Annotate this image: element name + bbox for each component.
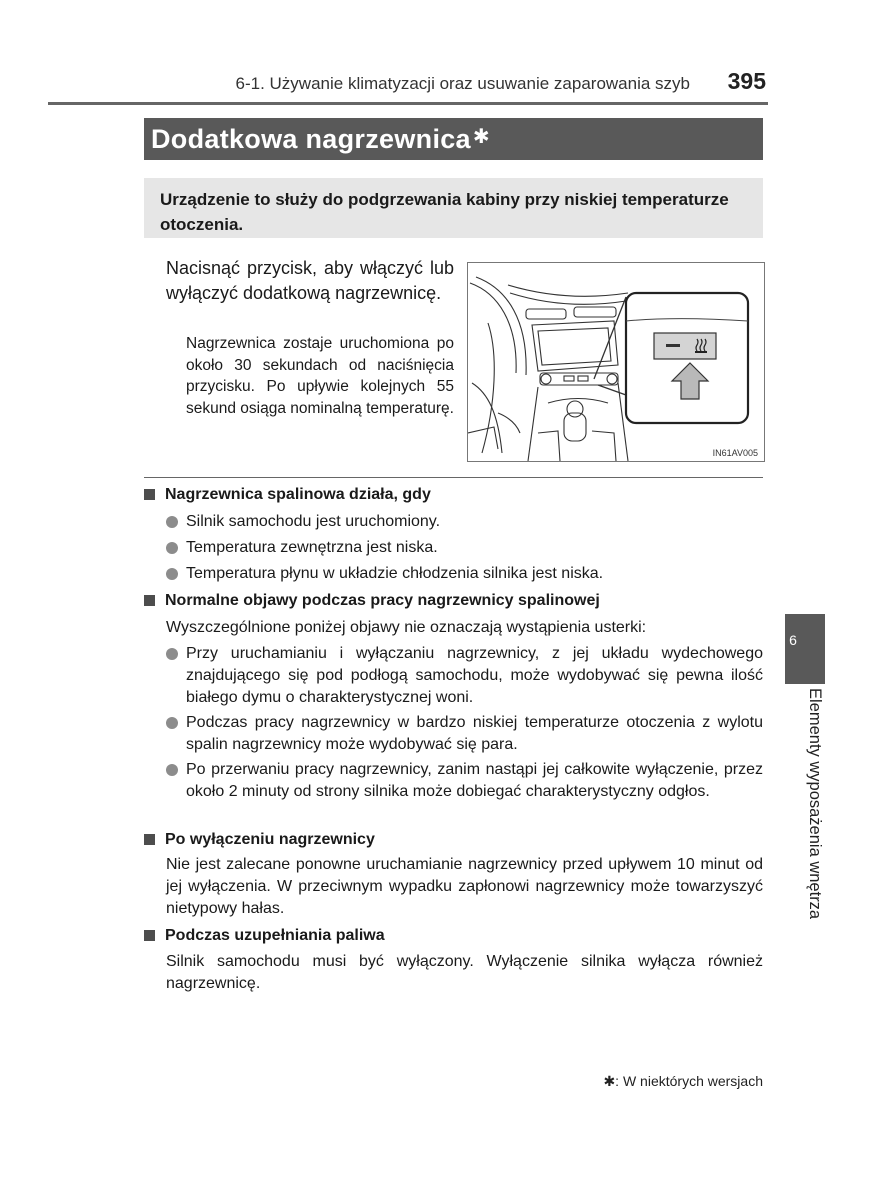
list-item-text: Po przerwaniu pracy nagrzewnicy, zanim nastąpi jej całkowite wyłączenie, przez około 2 minuty od strony silnika może dobiegać charakterystyczny odgłos. [186,761,763,800]
square-bullet-icon [144,834,155,845]
list-item-text: Przy uruchamianiu i wyłączaniu nagrzewnicy, z jej układu wydechowego znajdującego się pod podłogą samochodu, może wydobywać się pewna ilość białego dymu o charakterystycznej woni. [186,645,763,706]
section-heading-text: Po wyłączeniu nagrzewnicy [165,831,375,848]
square-bullet-icon [144,930,155,941]
footnote: ✱: W niektórych wersjach [603,1073,763,1089]
list-item-text: Temperatura płynu w układzie chłodzenia silnika jest niska. [186,565,604,582]
running-header [48,68,768,105]
section-text: Nie jest zalecane ponowne uruchamianie nagrzewnicy przed upływem 10 minut od jej wyłączenia. W przeciwnym wypadku zapłonowi nagrzewnicy może towarzyszyć nietypowy hałas. [166,856,763,917]
section-heading [144,486,431,504]
list-item [166,712,763,756]
intro-box [144,178,763,238]
circle-bullet-icon [166,516,178,528]
section-text: Wyszczególnione poniżej objawy nie oznaczają wystąpienia usterki: [166,619,647,636]
section-heading [144,927,385,945]
list-item-text: Podczas pracy nagrzewnicy w bardzo niskiej temperaturze otoczenia z wylotu spalin nagrzewnicy może wydobywać się para. [186,714,763,753]
section-heading-text: Podczas uzupełniania paliwa [165,927,385,944]
list-item [166,759,763,803]
section-heading [144,831,375,849]
list-item [166,511,763,533]
circle-bullet-icon [166,764,178,776]
illustration-code: IN61AV005 [712,448,758,458]
chapter-label: Elementy wyposażenia wnętrza [806,688,824,920]
instruction-text: Nacisnąć przycisk, aby włączyć lub wyłączyć dodatkową nagrzewnicę. [166,258,454,303]
square-bullet-icon [144,595,155,606]
list-item-text: Temperatura zewnętrzna jest niska. [186,539,438,556]
dashboard-illustration [467,262,765,462]
square-bullet-icon [144,489,155,500]
section-divider [144,477,763,478]
list-item [166,537,763,559]
section-heading-text: Normalne objawy podczas pracy nagrzewnicy spalinowej [165,592,600,609]
chapter-number: 6 [789,632,797,648]
circle-bullet-icon [166,542,178,554]
section-title [151,124,490,155]
section-heading-text: Nagrzewnica spalinowa działa, gdy [165,486,431,503]
instruction-note: Nagrzewnica zostaje uruchomiona po około 30 sekundach od naciśnięcia przycisku. Po upływie kolejnych 55 sekund osiąga nominalną temperaturę. [186,335,454,417]
circle-bullet-icon [166,568,178,580]
list-item-text: Silnik samochodu jest uruchomiony. [186,513,441,530]
list-item [166,643,763,709]
circle-bullet-icon [166,717,178,729]
asterisk-icon: ✱ [472,126,490,148]
list-item [166,563,763,585]
dashboard-drawing [468,263,764,461]
circle-bullet-icon [166,648,178,660]
section-title-bar [144,118,763,160]
section-text: Silnik samochodu musi być wyłączony. Wyłączenie silnika wyłącza również nagrzewnicę. [166,953,763,992]
chapter-title: 6-1. Używanie klimatyzacji oraz usuwanie zaparowania szyb [235,74,690,93]
chapter-side-tab [785,614,825,684]
section-heading [144,592,600,610]
page-number: 395 [727,68,766,94]
section-title-text: Dodatkowa nagrzewnica [151,124,471,154]
intro-text: Urządzenie to służy do podgrzewania kabiny przy niskiej temperaturze otoczenia. [160,190,729,234]
